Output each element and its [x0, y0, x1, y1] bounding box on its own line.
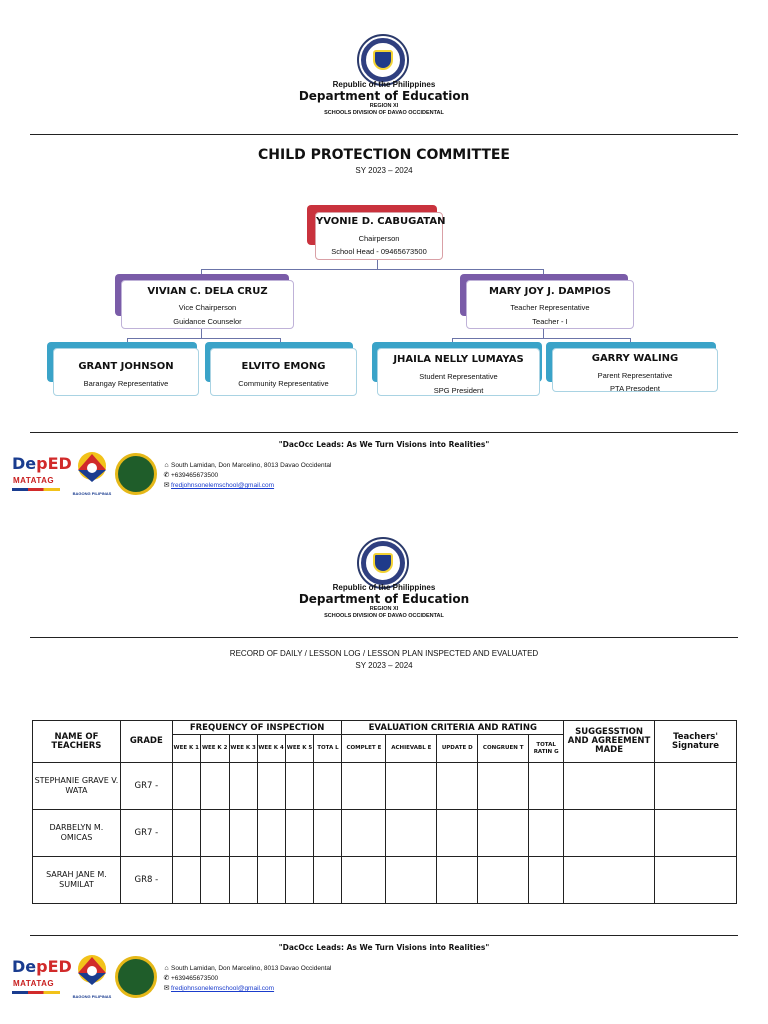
garry-box — [552, 348, 718, 392]
chair-role: Chairperson — [358, 234, 400, 243]
bagong-pilipinas-text-2: BAGONG PILIPINAS — [72, 994, 112, 999]
chair-detail: School Head - 09465673500 — [331, 247, 427, 256]
connector-left-bar — [127, 338, 281, 339]
header-republic-2: Republic of the Philippines — [332, 583, 436, 592]
email-icon: ✉ — [163, 985, 170, 992]
bagong-pilipinas-logo-1 — [70, 448, 114, 494]
elvito-role: Community Representative — [238, 379, 329, 388]
col-name-header: NAME OF TEACHERS — [33, 721, 121, 763]
criteria-header: ACHIEVABL E — [386, 735, 437, 763]
bagong-pilipinas-text-1: BAGONG PILIPINAS — [72, 491, 112, 496]
eval-group-header: EVALUATION CRITERIA AND RATING — [342, 721, 564, 735]
home-icon: ⌂ — [164, 965, 169, 972]
teacher-name: SARAH JANE M. SUMILAT — [33, 857, 121, 904]
matatag-stripe-2 — [12, 991, 60, 994]
phone-icon: ✆ — [163, 472, 170, 479]
vice-name: VIVIAN C. DELA CRUZ — [147, 286, 268, 297]
phone-icon: ✆ — [163, 975, 170, 982]
table-row — [33, 810, 737, 857]
week-header: WEE K 5 — [285, 735, 314, 763]
criteria-header: UPDATE D — [437, 735, 478, 763]
jhaila-detail: SPG President — [433, 386, 484, 395]
contact-block-1 — [162, 461, 331, 491]
criteria-header: CONGRUEN T — [478, 735, 529, 763]
col-grade-header: GRADE — [120, 721, 172, 763]
home-icon: ⌂ — [164, 462, 169, 469]
committee-sy: SY 2023 – 2024 — [355, 166, 413, 175]
jhaila-box — [377, 348, 540, 396]
header-department: Department of Education — [298, 89, 470, 103]
school-seal-1 — [115, 453, 157, 495]
inspection-table — [32, 720, 737, 904]
footer-divider-2 — [30, 935, 738, 936]
week-header: WEE K 4 — [257, 735, 285, 763]
bagong-pilipinas-logo-2 — [70, 951, 114, 997]
chair-box — [315, 212, 446, 260]
connector-top-bar — [201, 269, 544, 270]
header-division-2: SCHOOLS DIVISION OF DAVAO OCCIDENTAL — [324, 613, 444, 619]
col-signature-header: Teachers' Signature — [655, 721, 737, 763]
email-link-1[interactable]: fredjohnsonelemschool@gmail.com — [171, 482, 275, 489]
phone-1: +639465673500 — [171, 472, 219, 479]
teacher-rep-box — [466, 280, 634, 329]
teacher-name: STEPHANIE GRAVE V. WATA — [33, 763, 121, 810]
footer-motto-2: "DacOcc Leads: As We Turn Visions into Realities" — [278, 943, 490, 952]
week-header: WEE K 3 — [229, 735, 257, 763]
record-sy: SY 2023 – 2024 — [355, 661, 413, 670]
address-2: South Lamidan, Don Marcelino, 8013 Davao Occidental — [171, 965, 332, 972]
jhaila-name: JHAILA NELLY LUMAYAS — [393, 354, 524, 365]
record-title: RECORD OF DAILY / LESSON LOG / LESSON PLAN INSPECTED AND EVALUATED — [229, 649, 539, 658]
address-1: South Lamidan, Don Marcelino, 8013 Davao Occidental — [171, 462, 332, 469]
grant-box — [53, 348, 199, 396]
header-region-2: REGION XI — [369, 606, 399, 612]
teacher-rep-role: Teacher Representative — [510, 303, 590, 312]
jhaila-role: Student Representative — [419, 372, 498, 381]
committee-title: CHILD PROTECTION COMMITTEE — [258, 147, 510, 163]
deped-logo-1: DepED — [12, 454, 72, 473]
email-link-2[interactable]: fredjohnsonelemschool@gmail.com — [171, 985, 275, 992]
garry-name: GARRY WALING — [591, 353, 679, 364]
table-row — [33, 763, 737, 810]
phone-2: +639465673500 — [171, 975, 219, 982]
header-republic: Republic of the Philippines — [332, 80, 436, 89]
grant-role: Barangay Representative — [83, 379, 169, 388]
contact-block-2 — [162, 964, 331, 994]
footer-divider-1 — [30, 432, 738, 433]
teacher-rep-name: MARY JOY J. DAMPIOS — [489, 286, 611, 297]
teacher-grade: GR7 - — [120, 763, 172, 810]
chair-name: YVONIE D. CABUGATAN — [316, 216, 446, 227]
vice-detail: Guidance Counselor — [173, 317, 242, 326]
criteria-header: COMPLET E — [342, 735, 386, 763]
school-seal-2 — [115, 956, 157, 998]
header-divider — [30, 134, 738, 135]
deped-logo-2: DepED — [12, 957, 72, 976]
matatag-logo-2: MATATAG — [13, 979, 55, 988]
teacher-rep-detail: Teacher - I — [532, 317, 568, 326]
week-header: WEE K 2 — [200, 735, 229, 763]
teacher-name: DARBELYN M. OMICAS — [33, 810, 121, 857]
week-header: WEE K 1 — [172, 735, 200, 763]
header-division: SCHOOLS DIVISION OF DAVAO OCCIDENTAL — [324, 110, 444, 116]
freq-group-header: FREQUENCY OF INSPECTION — [172, 721, 342, 735]
criteria-total-header: TOTAL RATIN G — [529, 735, 564, 763]
deped-seal-logo-2 — [357, 537, 409, 589]
table-row — [33, 857, 737, 904]
matatag-stripe-1 — [12, 488, 60, 491]
grant-name: GRANT JOHNSON — [78, 361, 174, 372]
col-suggestion-header: SUGGESSTION AND AGREEMENT MADE — [564, 721, 655, 763]
garry-detail: PTA Presodent — [610, 384, 660, 393]
deped-seal-logo — [357, 34, 409, 86]
vice-role: Vice Chairperson — [178, 303, 237, 312]
email-icon: ✉ — [163, 482, 170, 489]
header-divider-2 — [30, 637, 738, 638]
header-department-2: Department of Education — [298, 592, 470, 606]
garry-role: Parent Representative — [597, 371, 673, 380]
footer-motto-1: "DacOcc Leads: As We Turn Visions into Realities" — [278, 440, 490, 449]
teacher-grade: GR8 - — [120, 857, 172, 904]
elvito-box — [210, 348, 357, 396]
elvito-name: ELVITO EMONG — [241, 361, 326, 372]
week-total-header: TOTA L — [314, 735, 342, 763]
vice-box — [121, 280, 294, 329]
teacher-grade: GR7 - — [120, 810, 172, 857]
matatag-logo-1: MATATAG — [13, 476, 55, 485]
header-region: REGION XI — [369, 103, 399, 109]
connector-right-bar — [452, 338, 630, 339]
